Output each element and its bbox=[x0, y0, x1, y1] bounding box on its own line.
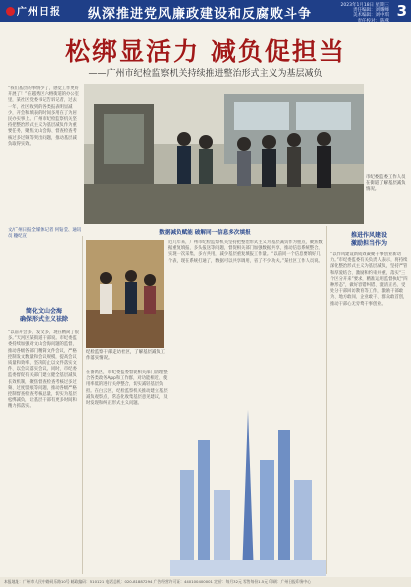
middle-section-heading: 数据减负赋能 破解同一信息多次填报 bbox=[159, 230, 251, 236]
left-section-heading: 简化文山会海 确保形式主义祛除 bbox=[19, 308, 68, 323]
page-headline: 松绑显活力 减负促担当 bbox=[65, 37, 346, 66]
page-footer: 本报地址：广州市人民中路同乐路10号 邮政编码：510121 电话总机：020-81887294 广告经营许可证：440100400001 定价：每月32元 零售每份1.5元 印刷：广州日报印务中心 bbox=[0, 577, 411, 587]
office-scene-illustration bbox=[84, 84, 364, 224]
column-divider bbox=[82, 236, 83, 574]
meta-proofreader: 责任校对：陈燕 bbox=[357, 18, 389, 24]
main-photo-caption: 市纪委监委工作人员在街道了解基层减负情况。 bbox=[366, 175, 406, 192]
column-divider bbox=[326, 226, 327, 574]
meta-date: 2023年1月18日 星期三 bbox=[340, 3, 389, 8]
left-section-body: “以前开会多、发文多，现在精简了很多。”天河区某街道干部说。市纪委监委持续加强对文山会海问题的监督，推动各级各部门精简文件会议，严格控制发文数量和会议规模，提高会议质量和效率，坚决防止以文件落实文件、以会议落实会议。同时，市纪委监委督促有关部门建立健全基层减负长效机制，聚焦督查检查考核过多过频、过度留痕等问题，推动各级严格控制督查检查考核总量，切实为基层松绑减负，让基层干部有更多时间和精力抓落实。 bbox=[8, 330, 79, 410]
right-section-body: “以作风建设新成效凝聚干事创业新动力。”市纪委监委有关负责人表示，将持续深化整治形式主义为基层减负，坚持严管和厚爱结合、激励和约束并重，落实“三个区分开来”要求，精准运用监督执纪“四种形态”，做好容错纠错、澄清正名、受处分干部回访教育等工作，激励干部敢为、地方敢闯、企业敢干、群众敢首创，推动干部心无旁骛干事创业。 bbox=[330, 252, 408, 307]
middle-text-1: 近几年来，广州市纪检监察机关坚持把整治形式主义为基层减负作为重点，聚焦数据重复填报、多头报送等问题，督促相关部门加强数据共享，推动信息系统整合，实现一次采集、多方共用，减少基层重复填报工作量。“以前同一个信息要填好几个表，现在系统打通了，数据可以共享调用，省了不少功夫。”某社区工作人员说。 bbox=[168, 240, 323, 264]
intro-text: “我们基层的事情少了，感觉工作更好开展了！”在越秀区六榕街道的办公室里，某社区党委书记告诉记者，过去一年，社区收到的各类报表明显减少，开会和填表的时间多用在了为居民办实事上。广州市纪检监察机关坚持把整治形式主义为基层减负作为重要任务，聚焦文山会海、督查检查考核过多过频等突出问题，推动基层减负取得实效。 bbox=[8, 86, 79, 147]
meta-editor: 责任编辑：刘耀峰 bbox=[353, 8, 389, 14]
newspaper-logo bbox=[6, 3, 61, 18]
section-title: 纵深推进党风廉政建设和反腐败斗争 bbox=[88, 7, 313, 22]
page-subhead: ——广州市纪检监察机关持续推进整治形式主义为基层减负 bbox=[88, 69, 323, 79]
skyline-icon bbox=[170, 400, 326, 576]
main-photo bbox=[84, 84, 364, 224]
right-section-heading: 推进作风建设 激励担当作为 bbox=[350, 232, 387, 247]
meta-art-editor: 美术编辑：刘中琪 bbox=[353, 13, 389, 19]
logo-mark-icon bbox=[6, 7, 15, 16]
middle-text-2: 在番禺区，市纪委监委督促相关部门清理整合各类政务App和工作群，对功能相近、使用率低的进行关停整合，切实减轻基层负担。在白云区，纪检监察机关推动建立基层减负观察点，常态化收集基层意见建议，及时发现和纠正形式主义问题。 bbox=[86, 370, 168, 407]
page-meta bbox=[341, 3, 389, 24]
page-number: 3 bbox=[396, 2, 407, 20]
logo-text: 广州日报 bbox=[17, 7, 61, 18]
byline: 文/广州日报全媒体记者 何钻莹、通讯员 穗纪宣 bbox=[8, 228, 82, 239]
city-skyline-illustration bbox=[170, 400, 326, 576]
middle-photo bbox=[86, 240, 164, 348]
community-visit-illustration bbox=[86, 240, 164, 348]
middle-photo-caption: 纪检监察干部走访社区，了解基层减负工作落实情况。 bbox=[86, 350, 166, 361]
header-bar bbox=[0, 0, 411, 22]
